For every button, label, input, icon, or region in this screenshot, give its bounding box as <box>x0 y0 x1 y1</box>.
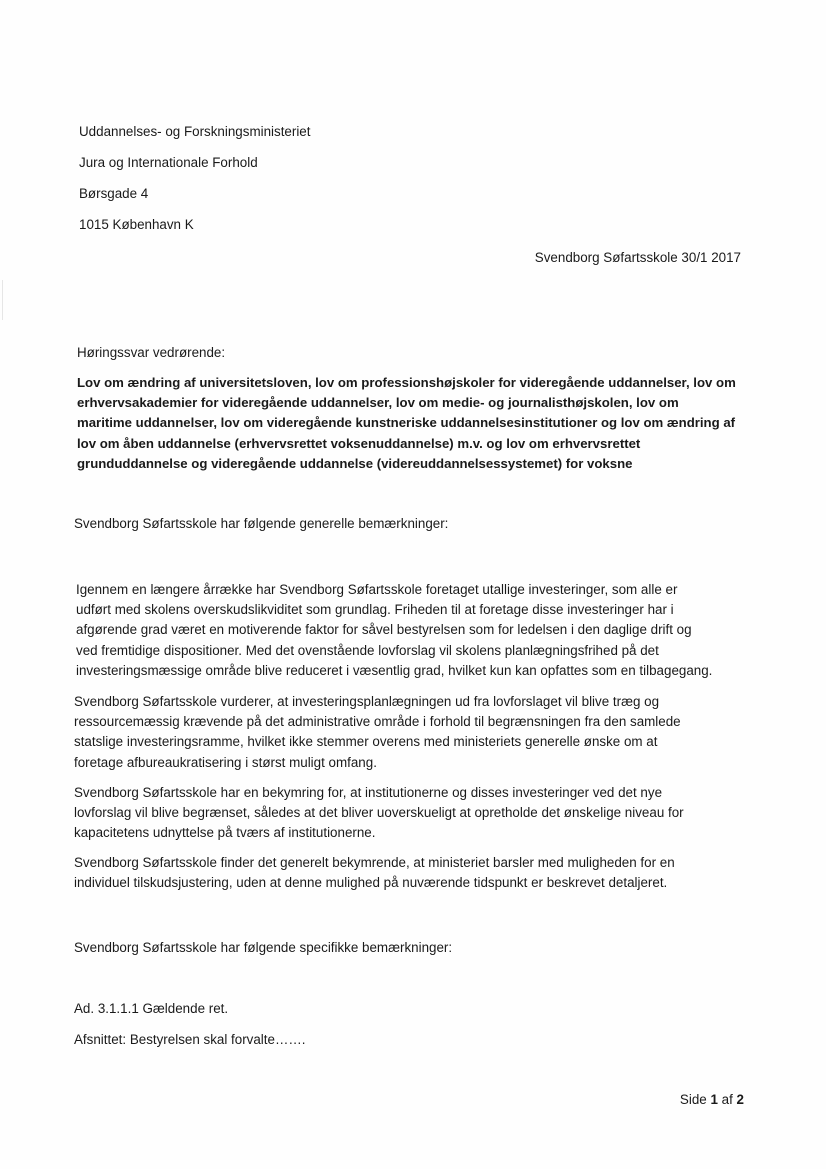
paragraph-line: statslige investeringsramme, hvilket ikke stemmer overens med ministeriets generelle ønske om at <box>74 734 658 750</box>
general-remarks-heading: Svendborg Søfartsskole har følgende generelle bemærkninger: <box>74 516 449 531</box>
subject-label: Høringssvar vedrørende: <box>77 345 226 360</box>
paragraph-line: Svendborg Søfartsskole har en bekymring for, at institutionerne og disses investeringer ved det nye <box>74 785 663 800</box>
page-separator: af <box>721 1092 733 1107</box>
page-prefix: Side <box>679 1092 707 1107</box>
date-line: Svendborg Søfartsskole 30/1 2017 <box>534 250 741 265</box>
paragraph-2 <box>74 692 764 773</box>
paragraph-line: ressourcemæssig krævende på det administrative område i forhold til begrænsningen fra den samlede <box>74 714 681 730</box>
specific-remarks-heading: Svendborg Søfartsskole har følgende specifikke bemærkninger: <box>74 940 453 955</box>
subject-line: erhvervsakademier for videregående uddannelser, lov om medie- og journalisthøjskolen, lov om <box>77 395 679 411</box>
recipient-line-3: Børsgade 4 <box>79 186 149 201</box>
current-page: 1 <box>710 1092 718 1107</box>
paragraph-3 <box>74 783 764 844</box>
paragraph-line: Svendborg Søfartsskole vurderer, at investeringsplanlægningen ud fra lovforslaget vil blive træg og <box>74 694 660 709</box>
paragraph-line: udført med skolens overskudslikviditet som grundlag. Friheden til at foretage disse investeringer har i <box>76 602 674 618</box>
scan-artifact <box>2 280 3 320</box>
paragraph-line: Igennem en længere årrække har Svendborg Søfartsskole foretaget utallige investeringer, som alle er <box>76 582 678 597</box>
subject-line: grunduddannelse og videregående uddannelse (videreuddannelsessystemet) for voksne <box>77 455 633 471</box>
section-quote: Afsnittet: Bestyrelsen skal forvalte……. <box>74 1032 306 1047</box>
paragraph-line: foretage afbureaukratisering i størst muligt omfang. <box>74 754 377 770</box>
paragraph-line: ved fremtidige dispositioner. Med det ovenstående lovforslag vil skolens planlægningsfrihed på det <box>76 642 659 658</box>
subject-line: maritime uddannelser, lov om videregående kunstneriske uddannelsesinstitutioner og lov om ændring af <box>77 415 736 431</box>
paragraph-line: individuel tilskudsjustering, uden at denne mulighed på nuværende tidspunkt er beskrevet detaljeret. <box>74 875 668 891</box>
recipient-line-4: 1015 København K <box>79 217 194 232</box>
paragraph-4 <box>74 853 764 893</box>
paragraph-line: Svendborg Søfartsskole finder det generelt bekymrende, at ministeriet barsler med muligheden for en <box>74 855 675 870</box>
subject-line: lov om åben uddannelse (erhvervsrettet voksenuddannelse) m.v. og lov om erhvervsrettet <box>77 435 641 451</box>
paragraph-line: afgørende grad været en motiverende faktor for såvel bestyrelsen som for ledelsen i den daglige drift og <box>76 622 692 638</box>
total-pages: 2 <box>736 1092 744 1107</box>
page-number <box>680 1090 744 1110</box>
paragraph-line: lovforslag vil blive begrænset, således at det bliver uoverskueligt at opretholde det ønskelige niveau for <box>74 805 684 821</box>
paragraph-line: investeringsmæssige område blive reduceret i væsentlig grad, hvilket kun kan opfattes som en tilbagegang. <box>76 662 713 678</box>
recipient-line-2: Jura og Internationale Forhold <box>79 155 258 170</box>
paragraph-1 <box>76 580 766 681</box>
subject-title <box>77 373 757 474</box>
recipient-line-1: Uddannelses- og Forskningsministeriet <box>79 124 311 139</box>
paragraph-line: kapacitetens udnyttelse på tværs af institutionerne. <box>74 825 376 841</box>
section-reference: Ad. 3.1.1.1 Gældende ret. <box>74 1001 229 1016</box>
subject-line: Lov om ændring af universitetsloven, lov om professionshøjskoler for videregående uddannelser, lov om <box>77 375 736 390</box>
